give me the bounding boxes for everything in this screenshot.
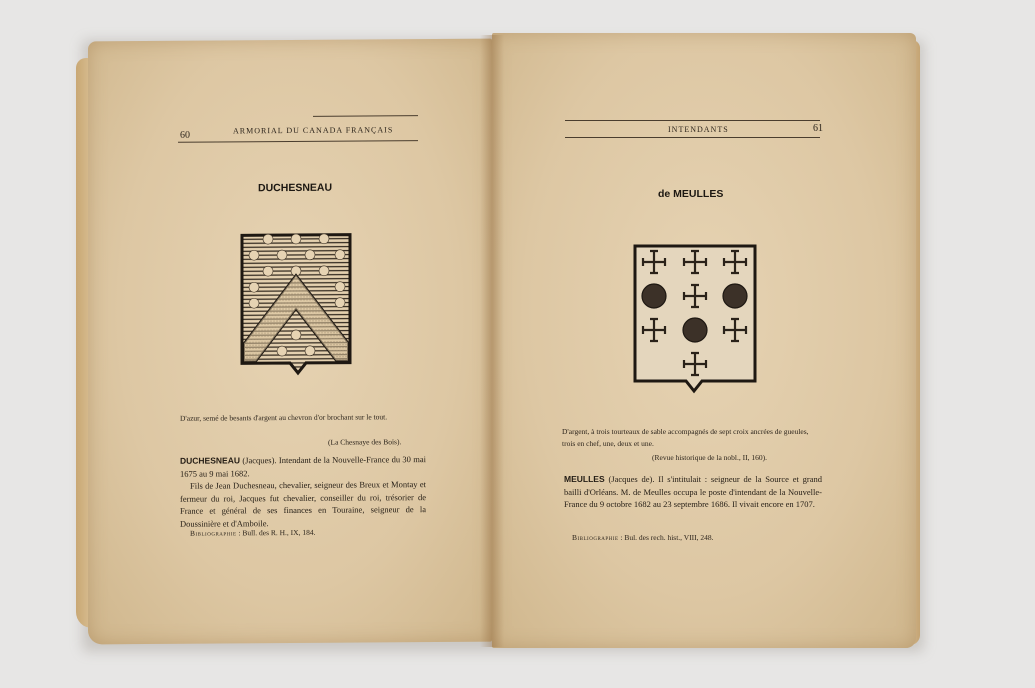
left-page (88, 39, 492, 645)
left-entry (180, 453, 426, 530)
right-entry-name: MEULLES (564, 474, 605, 484)
right-running-header: INTENDANTS (668, 125, 729, 134)
left-arms-caption: D'azur, semé de besants d'argent au chevron d'or brochant sur le tout. (180, 412, 388, 423)
right-header-rule (565, 137, 820, 138)
left-header-rule (178, 140, 418, 143)
left-page-number: 60 (180, 129, 190, 141)
left-biblio-text: : Bull. des R. H., IX, 184. (238, 527, 316, 538)
right-arms-title: de MEULLES (658, 188, 724, 200)
meulles-coat-of-arms (632, 243, 758, 399)
left-bibliography (190, 528, 315, 538)
right-page-number: 61 (813, 123, 823, 134)
left-entry-paragraph-2: Fils de Jean Duchesneau, chevalier, seigneur des Breux et Montay et fermeur du roi, Jacques fut chevalier, conseiller du roi, trésorier de France et général de ses finances en Touraine, seigneur de la Doussinière et d'Amboile. (180, 479, 426, 529)
left-running-header: ARMORIAL DU CANADA FRANÇAIS (233, 125, 394, 136)
left-entry-name: DUCHESNEAU (180, 455, 240, 466)
left-biblio-label: Bibliographie (190, 528, 237, 538)
book-gutter (480, 35, 504, 647)
right-biblio-text: : Bul. des rech. hist., VIII, 248. (620, 533, 714, 542)
right-page (492, 33, 916, 648)
right-biblio-label: Bibliographie (572, 533, 619, 542)
right-arms-source: (Revue historique de la nobl., II, 160). (652, 453, 767, 462)
right-entry (564, 473, 822, 511)
left-header-rule-top (313, 115, 418, 117)
right-entry-paragraph-1: (Jacques de). Il s'intitulait : seigneur de la Source et grand bailli d'Orléans. M. de Meulles occupa le poste d'intendant de la Nouvelle-France du 9 octobre 1682 au 23 septembre 1686. Il vivait encore en 1707. (564, 474, 823, 509)
left-arms-source: (La Chesnaye des Bois). (328, 437, 402, 447)
left-arms-title: DUCHESNEAU (258, 181, 333, 195)
duchesneau-coat-of-arms (240, 233, 356, 392)
right-arms-caption: D'argent, à trois tourteaux de sable accompagnés de sept croix ancrées de gueules, trois en chef, une, deux et une. (562, 427, 809, 448)
right-header-rule-top (565, 120, 820, 121)
left-entry-paragraph-1: (Jacques). Intendant de la Nouvelle-France du 30 mai 1675 au 9 mai 1682. (180, 454, 427, 479)
right-bibliography (572, 533, 714, 542)
